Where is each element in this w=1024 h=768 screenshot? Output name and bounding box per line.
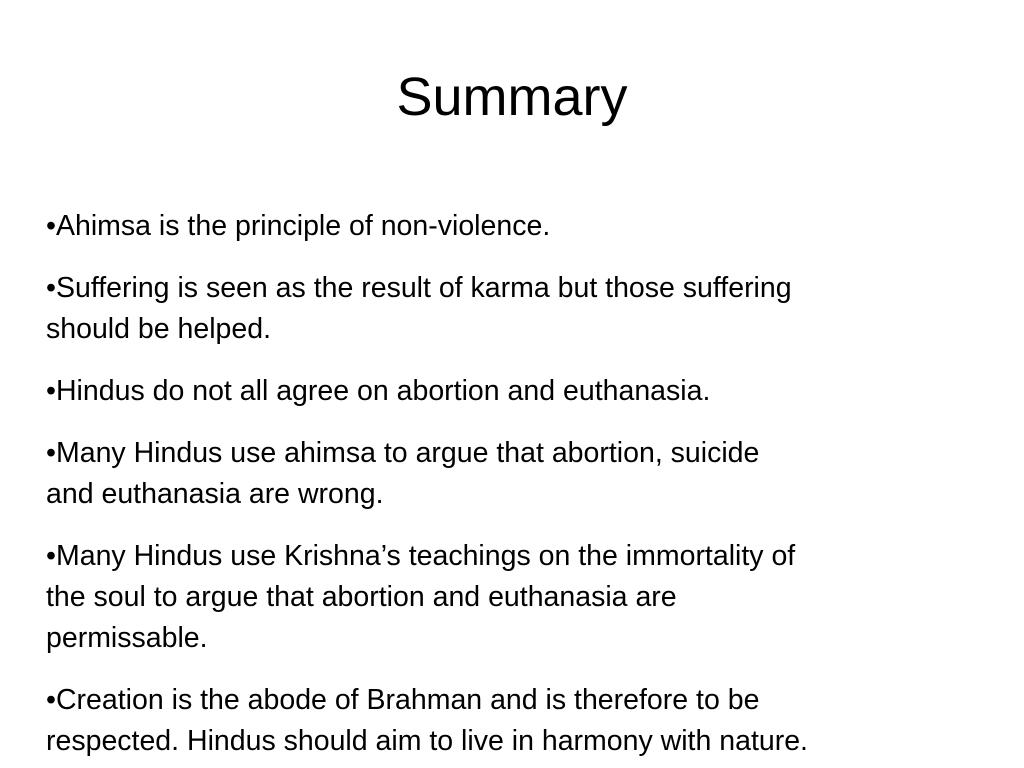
- bullet-item-suffering: •Suffering is seen as the result of karma but those suffering should be helped.: [46, 272, 792, 345]
- bullet-item-creation: •Creation is the abode of Brahman and is therefore to be respected. Hindus should aim to live in harmony with nature.: [46, 684, 808, 757]
- bullet-item-ahimsa-argument: •Many Hindus use ahimsa to argue that abortion, suicide and euthanasia are wrong.: [46, 437, 760, 510]
- bullet-item-ahimsa: •Ahimsa is the principle of non-violence.: [46, 210, 551, 242]
- bullet-item-krishna-teachings: •Many Hindus use Krishna’s teachings on the immortality of the soul to argue that abortion and euthanasia are permissable.: [46, 540, 796, 654]
- bullet-item-disagreement: •Hindus do not all agree on abortion and euthanasia.: [46, 375, 711, 407]
- slide-title: Summary: [396, 67, 628, 127]
- bullet-list: [46, 206, 986, 762]
